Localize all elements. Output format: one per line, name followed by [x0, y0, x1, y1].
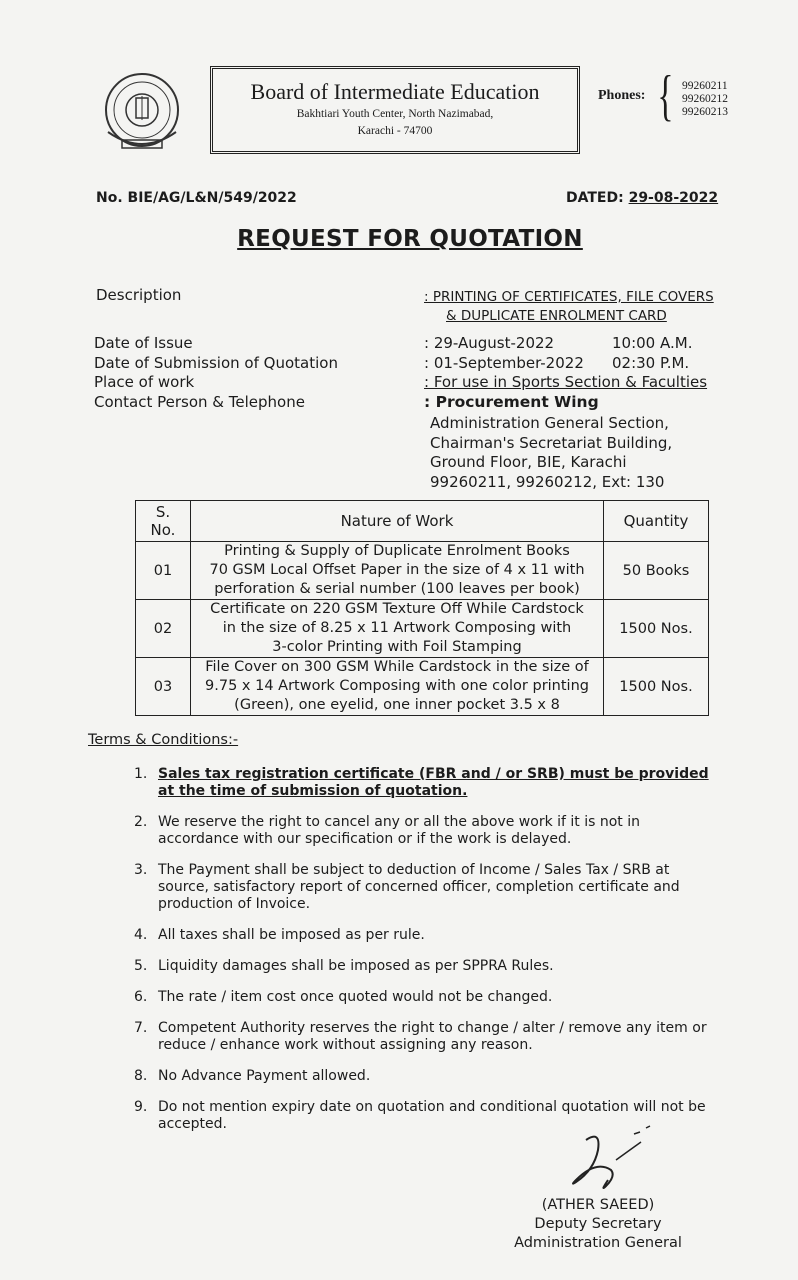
table-row	[136, 542, 709, 600]
submission-date-value: : 01-September-2022	[424, 353, 584, 372]
description-line2: & DUPLICATE ENROLMENT CARD	[446, 308, 667, 324]
signatory-department: Administration General	[514, 1235, 682, 1251]
term-item: 1. Sales tax registration certificate (FBR and / or SRB) must be provided at the time of submission of quotation.	[134, 766, 709, 799]
contact-address-line: Ground Floor, BIE, Karachi	[430, 453, 627, 471]
phone-number: 99260213	[682, 106, 728, 118]
phones-label: Phones:	[598, 88, 646, 103]
term-item: 6. The rate / item cost once quoted would not be changed.	[134, 989, 553, 1005]
contact-address-line: Administration General Section,	[430, 414, 669, 432]
table-row	[136, 658, 709, 716]
issue-date-value: : 29-August-2022	[424, 334, 555, 352]
org-name: Board of Intermediate Education	[250, 79, 540, 104]
description-label: Description	[96, 286, 182, 304]
contact-address-line: Chairman's Secretariat Building,	[430, 433, 673, 452]
description-line1: : PRINTING OF CERTIFICATES, FILE COVERS	[424, 289, 714, 305]
contact-address	[430, 414, 672, 492]
term-item: 5. Liquidity damages shall be imposed as per SPPRA Rules.	[134, 958, 554, 974]
quantity-cell: 50 Books	[604, 542, 709, 600]
quantity-header: Quantity	[604, 501, 709, 542]
contact-person-label: Contact Person & Telephone	[94, 392, 305, 411]
phone-list	[682, 80, 728, 119]
work-header: Nature of Work	[191, 501, 604, 542]
page-title: REQUEST FOR QUOTATION	[237, 226, 583, 252]
place-of-work-label: Place of work	[94, 373, 195, 391]
board-seal-logo	[96, 70, 188, 160]
work-cell: File Cover on 300 GSM While Cardstock in the size of 9.75 x 14 Artwork Composing with one color printing (Green), one eyelid, one inner pocket 3.5 x 8	[191, 658, 604, 716]
submission-date-label: Date of Submission of Quotation	[94, 353, 338, 372]
letterhead-box	[210, 66, 580, 154]
dated-label: DATED:	[566, 190, 624, 206]
phone-number: 99260212	[682, 93, 728, 105]
signatory-name: (ATHER SAEED)	[541, 1197, 655, 1213]
brace-icon: {	[657, 65, 674, 127]
term-item: 4. All taxes shall be imposed as per rule.	[134, 927, 425, 943]
sno-cell: 03	[136, 658, 191, 716]
info-labels	[94, 334, 338, 412]
signature-icon	[556, 1120, 666, 1200]
submission-time-value: 02:30 P.M.	[612, 353, 690, 372]
sno-header: S. No.	[136, 501, 191, 542]
term-item: 8. No Advance Payment allowed.	[134, 1068, 371, 1084]
work-cell: Certificate on 220 GSM Texture Off While Cardstock in the size of 8.25 x 11 Artwork Composing with 3-color Printing with Foil Stamping	[191, 600, 604, 658]
term-item: 9. Do not mention expiry date on quotation and conditional quotation will not be accepted.	[134, 1099, 706, 1132]
issue-date-label: Date of Issue	[94, 334, 193, 352]
dated-value: 29-08-2022	[628, 190, 719, 206]
term-item: 7. Competent Authority reserves the right to change / alter / remove any item or reduce / enhance work without assigning any reason.	[134, 1020, 707, 1053]
reference-number: No. BIE/AG/L&N/549/2022	[96, 190, 297, 206]
issue-time-value: 10:00 A.M.	[612, 334, 693, 352]
quantity-cell: 1500 Nos.	[604, 600, 709, 658]
work-cell: Printing & Supply of Duplicate Enrolment Books 70 GSM Local Offset Paper in the size of 4 x 11 with perforation & serial number (100 leaves per book)	[191, 542, 604, 600]
terms-list	[134, 766, 724, 1133]
terms-title: Terms & Conditions:-	[88, 732, 239, 748]
info-values	[424, 334, 707, 412]
place-of-work-value: : For use in Sports Section & Faculties	[424, 373, 708, 391]
sno-cell: 02	[136, 600, 191, 658]
table-header-row	[136, 501, 709, 542]
contact-person-value: : Procurement Wing	[424, 392, 599, 411]
org-address-line1: Bakhtiari Youth Center, North Nazimabad,	[296, 108, 494, 120]
date-line	[566, 190, 718, 206]
signatory-designation: Deputy Secretary	[534, 1216, 662, 1232]
table-row	[136, 600, 709, 658]
description-value	[424, 288, 714, 326]
quantity-cell: 1500 Nos.	[604, 658, 709, 716]
signatory-block	[508, 1196, 688, 1253]
term-item: 2. We reserve the right to cancel any or all the above work if it is not in accordance with our specification or if the work is delayed.	[134, 814, 641, 847]
org-address-line2: Karachi - 74700	[357, 125, 433, 137]
contact-address-line: 99260211, 99260212, Ext: 130	[430, 472, 665, 491]
sno-cell: 01	[136, 542, 191, 600]
phone-number: 99260211	[682, 80, 728, 92]
work-table	[135, 500, 709, 716]
term-item: 3. The Payment shall be subject to deduction of Income / Sales Tax / SRB at source, satisfactory report of concerned officer, completion certificate and production of Invoice.	[134, 862, 680, 912]
